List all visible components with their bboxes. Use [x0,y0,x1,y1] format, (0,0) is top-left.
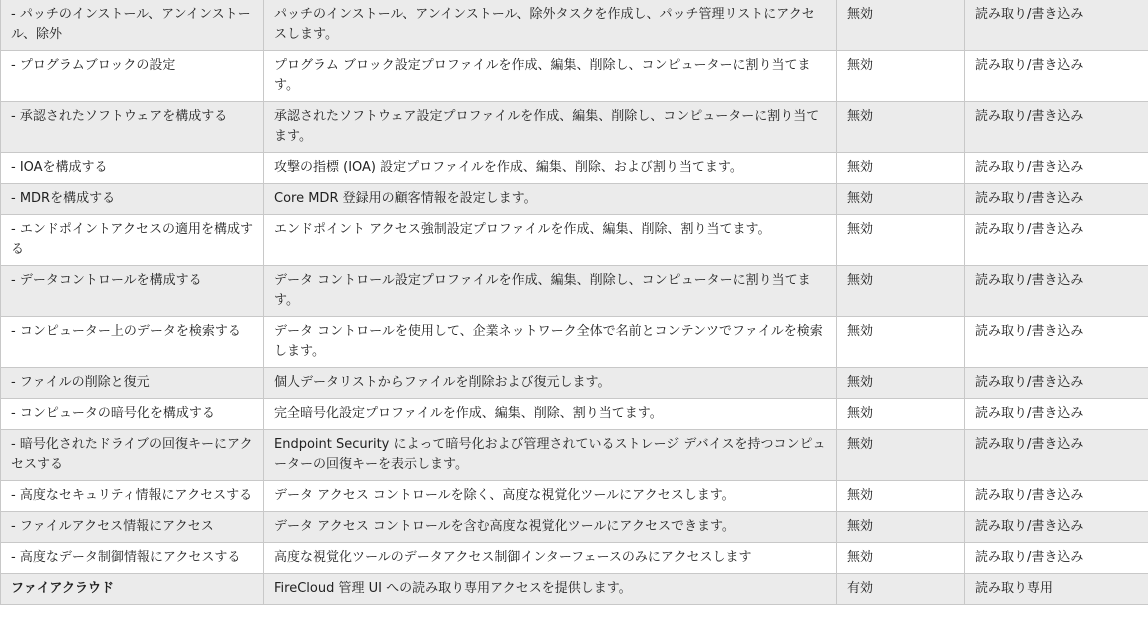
permission-access-cell: 読み取り/書き込み [965,368,1148,399]
table-row [1,481,1148,512]
permission-description-cell: エンドポイント アクセス強制設定プロファイルを作成、編集、削除、割り当てます。 [264,215,837,266]
permission-access-cell: 読み取り/書き込み [965,102,1148,153]
permission-name-cell: - 高度なデータ制御情報にアクセスする [1,543,264,574]
table-row [1,574,1148,605]
permission-default-cell: 無効 [837,184,965,215]
permission-default-cell: 無効 [837,368,965,399]
permission-access-cell: 読み取り/書き込み [965,215,1148,266]
permission-access-cell: 読み取り/書き込み [965,153,1148,184]
permission-name-cell: - パッチのインストール、アンインストール、除外 [1,0,264,51]
permission-default-cell: 無効 [837,51,965,102]
table-row [1,317,1148,368]
permission-access-cell: 読み取り/書き込み [965,430,1148,481]
permission-description-cell: プログラム ブロック設定プロファイルを作成、編集、削除し、コンピューターに割り当てます。 [264,51,837,102]
permission-name-cell: - コンピューター上のデータを検索する [1,317,264,368]
permission-access-cell: 読み取り/書き込み [965,0,1148,51]
permission-default-cell: 無効 [837,317,965,368]
table-row [1,0,1148,51]
permissions-table-body [1,0,1148,605]
permission-default-cell: 無効 [837,481,965,512]
permission-access-cell: 読み取り/書き込み [965,184,1148,215]
table-row [1,51,1148,102]
permission-access-cell: 読み取り/書き込み [965,543,1148,574]
permission-description-cell: データ アクセス コントロールを除く、高度な視覚化ツールにアクセスします。 [264,481,837,512]
table-row [1,368,1148,399]
permission-description-cell: 高度な視覚化ツールのデータアクセス制御インターフェースのみにアクセスします [264,543,837,574]
permission-access-cell: 読み取り専用 [965,574,1148,605]
permission-access-cell: 読み取り/書き込み [965,317,1148,368]
permission-description-cell: 完全暗号化設定プロファイルを作成、編集、削除、割り当てます。 [264,399,837,430]
permission-default-cell: 無効 [837,399,965,430]
permission-access-cell: 読み取り/書き込み [965,481,1148,512]
table-row [1,184,1148,215]
permission-description-cell: データ コントロール設定プロファイルを作成、編集、削除し、コンピューターに割り当てます。 [264,266,837,317]
permission-name-cell: - 暗号化されたドライブの回復キーにアクセスする [1,430,264,481]
permission-description-cell: 個人データリストからファイルを削除および復元します。 [264,368,837,399]
table-row [1,153,1148,184]
permission-description-cell: FireCloud 管理 UI への読み取り専用アクセスを提供します。 [264,574,837,605]
permission-default-cell: 無効 [837,512,965,543]
permission-description-cell: Core MDR 登録用の顧客情報を設定します。 [264,184,837,215]
permission-default-cell: 無効 [837,266,965,317]
permission-description-cell: Endpoint Security によって暗号化および管理されているストレージ デバイスを持つコンピューターの回復キーを表示します。 [264,430,837,481]
permission-description-cell: 承認されたソフトウェア設定プロファイルを作成、編集、削除し、コンピューターに割り当てます。 [264,102,837,153]
table-row [1,215,1148,266]
table-row [1,399,1148,430]
permission-description-cell: データ アクセス コントロールを含む高度な視覚化ツールにアクセスできます。 [264,512,837,543]
permission-default-cell: 無効 [837,102,965,153]
permission-name-cell: - 高度なセキュリティ情報にアクセスする [1,481,264,512]
permission-name-cell: - ファイルの削除と復元 [1,368,264,399]
permission-access-cell: 読み取り/書き込み [965,266,1148,317]
permission-name-cell: - MDRを構成する [1,184,264,215]
permission-name-cell: - ファイルアクセス情報にアクセス [1,512,264,543]
table-row [1,266,1148,317]
permission-default-cell: 無効 [837,153,965,184]
permission-name-cell: ファイアクラウド [1,574,264,605]
permission-default-cell: 無効 [837,430,965,481]
table-row [1,102,1148,153]
permission-default-cell: 無効 [837,215,965,266]
table-row [1,512,1148,543]
permission-default-cell: 無効 [837,543,965,574]
permission-description-cell: データ コントロールを使用して、企業ネットワーク全体で名前とコンテンツでファイルを検索します。 [264,317,837,368]
permission-access-cell: 読み取り/書き込み [965,51,1148,102]
table-row [1,543,1148,574]
table-row [1,430,1148,481]
permission-access-cell: 読み取り/書き込み [965,512,1148,543]
permission-name-cell: - コンピュータの暗号化を構成する [1,399,264,430]
permission-name-cell: - エンドポイントアクセスの適用を構成する [1,215,264,266]
permission-name-cell: - プログラムブロックの設定 [1,51,264,102]
permission-description-cell: 攻撃の指標 (IOA) 設定プロファイルを作成、編集、削除、および割り当てます。 [264,153,837,184]
permission-default-cell: 有効 [837,574,965,605]
permission-name-cell: - IOAを構成する [1,153,264,184]
permission-default-cell: 無効 [837,0,965,51]
permission-access-cell: 読み取り/書き込み [965,399,1148,430]
permission-name-cell: - 承認されたソフトウェアを構成する [1,102,264,153]
permission-description-cell: パッチのインストール、アンインストール、除外タスクを作成し、パッチ管理リストにアクセスします。 [264,0,837,51]
permission-name-cell: - データコントロールを構成する [1,266,264,317]
